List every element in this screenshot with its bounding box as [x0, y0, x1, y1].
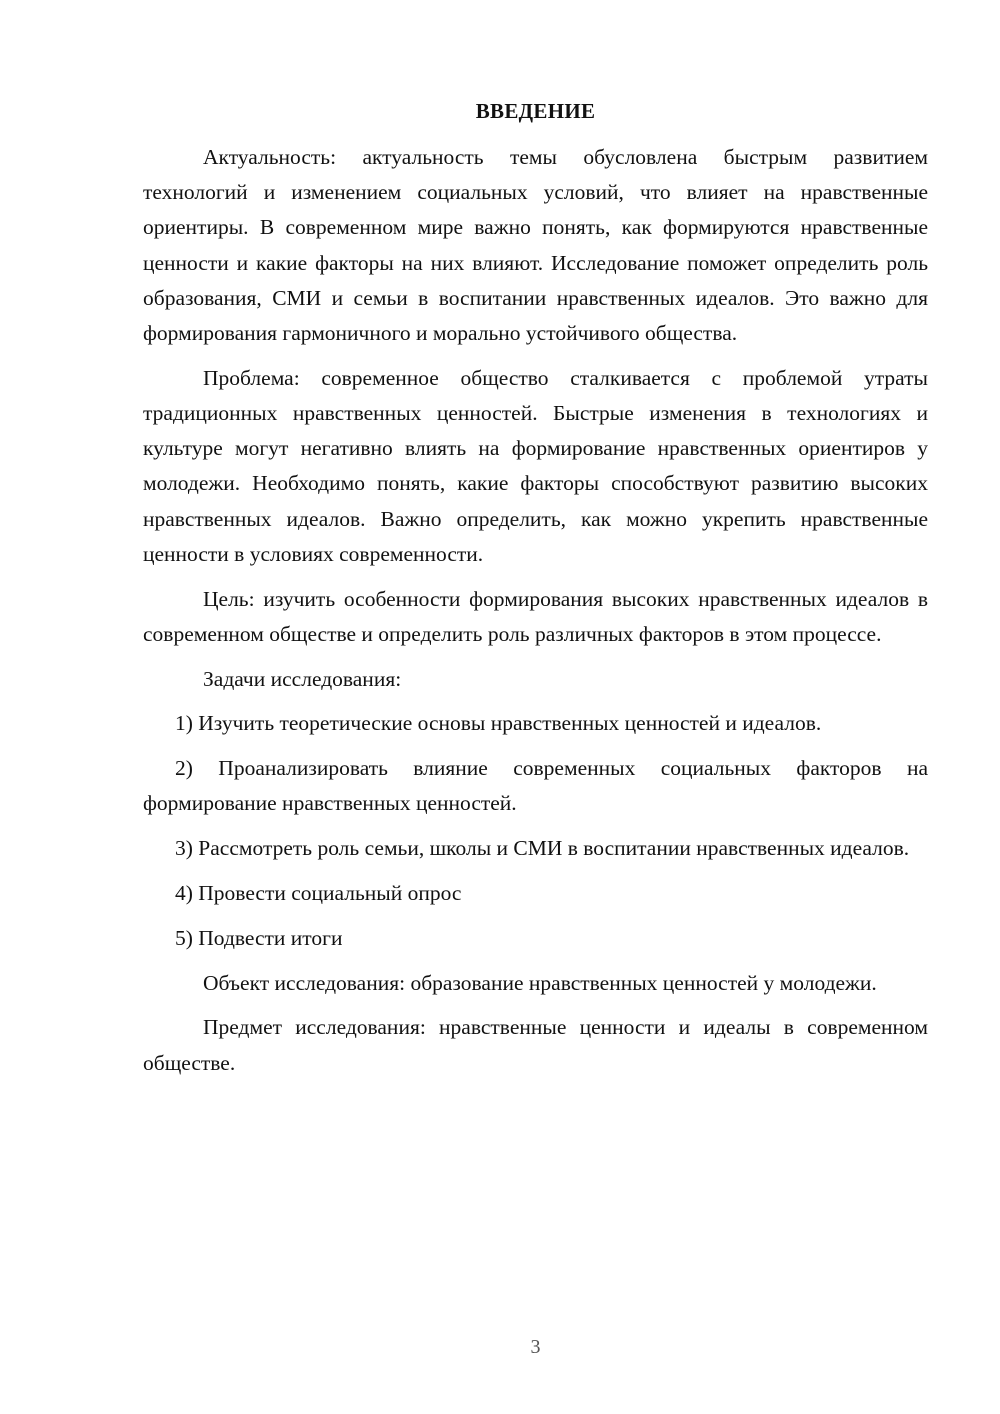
task-item-2: 2) Проанализировать влияние современных социальных факторов на формирование нравственных ценностей. [143, 756, 928, 816]
paragraph-relevance: Актуальность: актуальность темы обусловлена быстрым развитием технологий и изменением социальных условий, что влияет на нравственные ориентиры. В современном мире важно понять, как формируются нравственные ценности и какие факторы на них влияют. Исследование поможет определить роль образования, СМИ и семьи в воспитании нравственных идеалов. Это важно для формирования гармоничного и морально устойчивого общества. [143, 145, 928, 346]
document-page [143, 0, 928, 1414]
paragraph-goal: Цель: изучить особенности формирования высоких нравственных идеалов в современном обществе и определить роль различных факторов в этом процессе. [143, 586, 928, 646]
task-item-1: 1) Изучить теоретические основы нравственных ценностей и идеалов. [175, 711, 822, 736]
document-body [143, 140, 928, 1090]
paragraph-subject: Предмет исследования: нравственные ценности и идеалы в современном обществе. [143, 1015, 928, 1075]
page-title: ВВЕДЕНИЕ [475, 99, 596, 123]
page-number: 3 [530, 1336, 541, 1358]
task-item-5: 5) Подвести итоги [175, 925, 343, 950]
paragraph-object: Объект исследования: образование нравственных ценностей у молодежи. [203, 970, 877, 995]
paragraph-tasks-heading: Задачи исследования: [203, 666, 402, 691]
task-item-3: 3) Рассмотреть роль семьи, школы и СМИ в воспитании нравственных идеалов. [175, 836, 910, 861]
task-item-4: 4) Провести социальный опрос [175, 881, 462, 906]
paragraph-problem: Проблема: современное общество сталкивается с проблемой утраты традиционных нравственных ценностей. Быстрые изменения в технологиях и культуре могут негативно влиять на формирование нравственных ориентиров у молодежи. Необходимо понять, какие факторы способствуют развитию высоких нравственных идеалов. Важно определить, как можно укрепить нравственные ценности в условиях современности. [143, 365, 928, 566]
